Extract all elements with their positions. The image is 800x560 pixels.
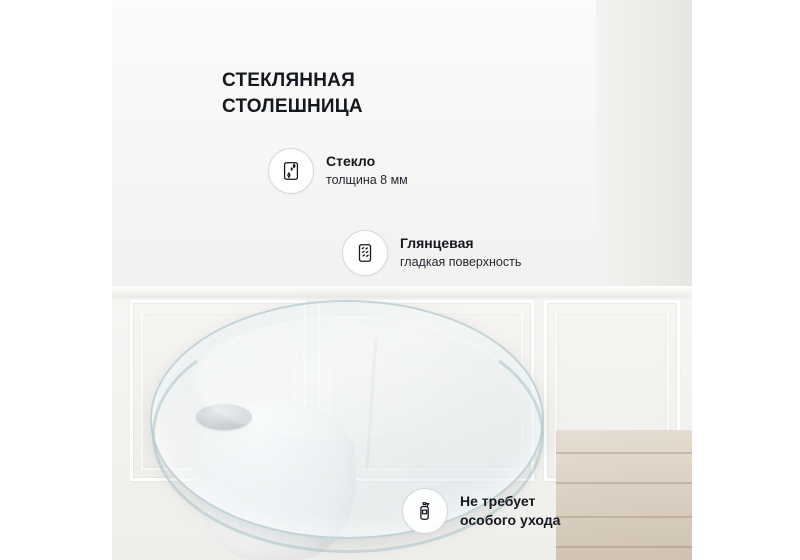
feature-glossy-title: Глянцевая: [400, 235, 474, 252]
glass-panel-icon: [268, 148, 314, 194]
wood-floor: [556, 430, 692, 560]
feature-glass-title: Стекло: [326, 153, 376, 170]
headline-line-1: СТЕКЛЯННАЯ: [222, 70, 355, 91]
wainscot-top-rail: [112, 286, 692, 296]
headline-line-2: СТОЛЕШНИЦА: [222, 95, 363, 117]
floor-plank-line: [556, 452, 692, 454]
feature-glossy: [342, 230, 521, 276]
feature-glossy-subtitle: гладкая поверхность: [400, 254, 522, 269]
glass-reflection: [195, 320, 475, 440]
floor-plank-line: [556, 516, 692, 518]
feature-care-title: Не требует: [460, 493, 536, 509]
feature-glass-text: [326, 153, 408, 188]
floor-plank-line: [556, 546, 692, 548]
spray-bottle-icon: [402, 488, 448, 534]
right-white-margin: [692, 0, 800, 560]
floor-plank-line: [556, 482, 692, 484]
feature-care-text: [460, 493, 560, 529]
feature-glossy-text: [400, 235, 521, 270]
feature-care: [402, 488, 560, 534]
feature-care-subtitle: особого ухода: [460, 511, 561, 528]
page-title: [222, 68, 562, 119]
feature-glass-subtitle: толщина 8 мм: [326, 172, 408, 187]
glossy-surface-icon: [342, 230, 388, 276]
left-white-margin: [0, 0, 112, 560]
wall-corner-shadow: [596, 0, 692, 300]
feature-glass: [268, 148, 408, 194]
